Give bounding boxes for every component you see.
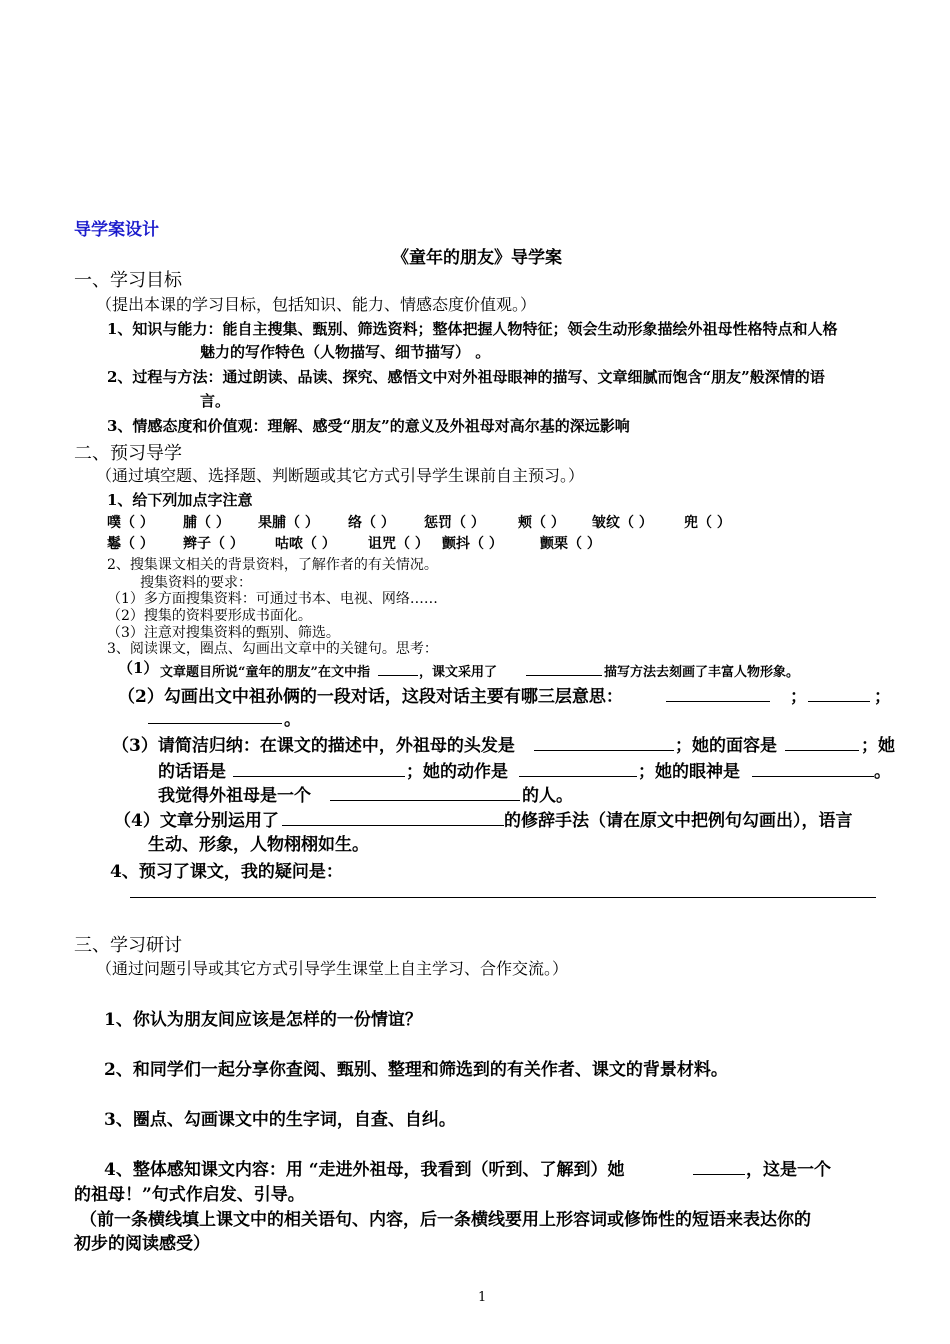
preview-q4: 4、预习了课文，我的疑问是： — [110, 862, 343, 882]
pinyin-item: 鬈（ ） — [107, 536, 154, 552]
section-note-goals: （提出本课的学习目标，包括知识、能力、情感态度价值观。） — [96, 295, 537, 314]
pinyin-item: 兜（ ） — [684, 515, 731, 531]
answer-line[interactable] — [130, 897, 876, 898]
study-item-1: 1、你认为朋友间应该是怎样的一份情谊？ — [104, 1010, 422, 1030]
answer-blank[interactable] — [693, 1174, 745, 1175]
study-item-5-a: （前一条横线填上课文中的相关语句、内容，后一条横线要用上形容词或修饰性的短语来表达你的 — [80, 1210, 811, 1230]
goal-1-line-2: 魅力的写作特色（人物描写、细节描写） 。 — [200, 343, 491, 361]
question-2-text: （2）勾画出文中祖孙俩的一段对话，这段对话主要有哪三层意思： — [118, 687, 623, 707]
answer-blank[interactable] — [148, 723, 282, 724]
answer-blank[interactable] — [534, 750, 674, 751]
answer-blank[interactable] — [785, 750, 859, 751]
answer-blank[interactable] — [378, 675, 418, 676]
goal-3: 3、情感态度和价值观：理解、感受“朋友”的意义及外祖母对高尔基的深远影响 — [107, 417, 630, 435]
answer-blank[interactable] — [330, 800, 520, 801]
preview-q2-item: （1）多方面搜集资料：可通过书本、电视、网络…… — [107, 591, 438, 607]
section-heading-goals: 一、学习目标 — [74, 270, 182, 291]
answer-blank[interactable] — [666, 701, 770, 702]
question-3-text-i: 的人。 — [522, 786, 573, 806]
preview-q2-item: （2）搜集的资料要形成书面化。 — [107, 608, 312, 624]
question-3-text-b: ；她的面容是 — [675, 736, 777, 756]
question-1-number: （1） — [118, 659, 159, 677]
preview-q2-requirements: 搜集资料的要求： — [140, 575, 252, 591]
question-2-sep: ； — [874, 687, 891, 707]
pinyin-item: 颊（ ） — [518, 515, 565, 531]
pinyin-item: 惩罚（ ） — [424, 515, 485, 531]
question-1-text-c: 描写方法去刻画了丰富人物形象。 — [604, 665, 800, 680]
page-title: 《童年的朋友》导学案 — [392, 248, 562, 268]
question-2-end: 。 — [284, 710, 301, 730]
answer-blank[interactable] — [752, 776, 874, 777]
question-1-text-b: ，课文采用了 — [419, 665, 498, 680]
pinyin-item: 辫子（ ） — [183, 536, 244, 552]
question-3-text-e: ；她的动作是 — [406, 762, 508, 782]
question-3-text-c: ；她 — [861, 736, 895, 756]
preview-q2: 2、搜集课文相关的背景资料，了解作者的有关情况。 — [107, 557, 438, 573]
question-3-text-d: 的话语是 — [158, 762, 226, 782]
goal-1-line-1: 1、知识与能力：能自主搜集、甄别、筛选资料；整体把握人物特征；领会生动形象描绘外祖母性格特点和人格 — [107, 320, 838, 338]
question-3-text-h: 我觉得外祖母是一个 — [158, 786, 311, 806]
question-4-text-a: （4）文章分别运用了 — [114, 811, 279, 831]
study-item-3: 3、圈点、勾画课文中的生字词，自查、自纠。 — [104, 1110, 456, 1130]
question-4-text-b: 的修辞手法（请在原文中把例句勾画出），语言 — [504, 811, 853, 831]
answer-blank[interactable] — [526, 675, 602, 676]
question-3-text-a: （3）请简洁归纳：在课文的描述中，外祖母的头发是 — [112, 736, 515, 756]
pinyin-item: 颤抖（ ） — [442, 536, 503, 552]
question-3-text-g: 。 — [874, 762, 891, 782]
study-item-5-b: 初步的阅读感受） — [74, 1234, 210, 1254]
pinyin-item: 诅咒（ ） — [368, 536, 429, 552]
design-label: 导学案设计 — [74, 220, 159, 240]
study-item-4-c: 的祖母！”句式作启发、引导。 — [74, 1185, 305, 1205]
study-item-2: 2、和同学们一起分享你查阅、甄别、整理和筛选到的有关作者、课文的背景材料。 — [104, 1060, 728, 1080]
pinyin-item: 咕哝（ ） — [275, 536, 336, 552]
question-3-text-f: ；她的眼神是 — [638, 762, 740, 782]
answer-blank[interactable] — [808, 701, 870, 702]
pinyin-item: 噗（ ） — [107, 515, 154, 531]
pinyin-item: 皱纹（ ） — [592, 515, 653, 531]
section-heading-preview: 二、预习导学 — [74, 443, 182, 464]
answer-blank[interactable] — [233, 776, 405, 777]
question-2-sep: ； — [790, 687, 807, 707]
preview-q2-item: （3）注意对搜集资料的甄别、筛选。 — [107, 625, 340, 641]
question-4-text-c: 生动、形象，人物栩栩如生。 — [148, 835, 369, 855]
answer-blank[interactable] — [282, 825, 504, 826]
study-item-4-a: 4、整体感知课文内容：用 “走进外祖母，我看到（听到、了解到）她 — [104, 1160, 625, 1180]
goal-2-line-2: 言。 — [200, 392, 231, 410]
pinyin-item: 络（ ） — [348, 515, 395, 531]
pinyin-item: 颤栗（ ） — [540, 536, 601, 552]
section-heading-study: 三、学习研讨 — [74, 935, 182, 956]
goal-2-line-1: 2、过程与方法：通过朗读、品读、探究、感悟文中对外祖母眼神的描写、文章细腻而饱含“朋友”般深情的语 — [107, 368, 825, 386]
section-note-preview: （通过填空题、选择题、判断题或其它方式引导学生课前自主预习。） — [96, 466, 585, 485]
study-item-4-b: ，这是一个 — [746, 1160, 831, 1180]
preview-q1: 1、给下列加点字注意 — [107, 491, 253, 509]
pinyin-item: 果脯（ ） — [258, 515, 319, 531]
page-number: 1 — [478, 1290, 487, 1305]
pinyin-item: 脯（ ） — [183, 515, 230, 531]
preview-q3: 3、阅读课文，圈点、勾画出文章中的关键句。思考： — [107, 641, 438, 657]
question-1-text-a: 文章题目所说“童年的朋友”在文中指 — [160, 665, 370, 680]
answer-blank[interactable] — [519, 776, 637, 777]
section-note-study: （通过问题引导或其它方式引导学生课堂上自主学习、合作交流。） — [96, 959, 569, 978]
